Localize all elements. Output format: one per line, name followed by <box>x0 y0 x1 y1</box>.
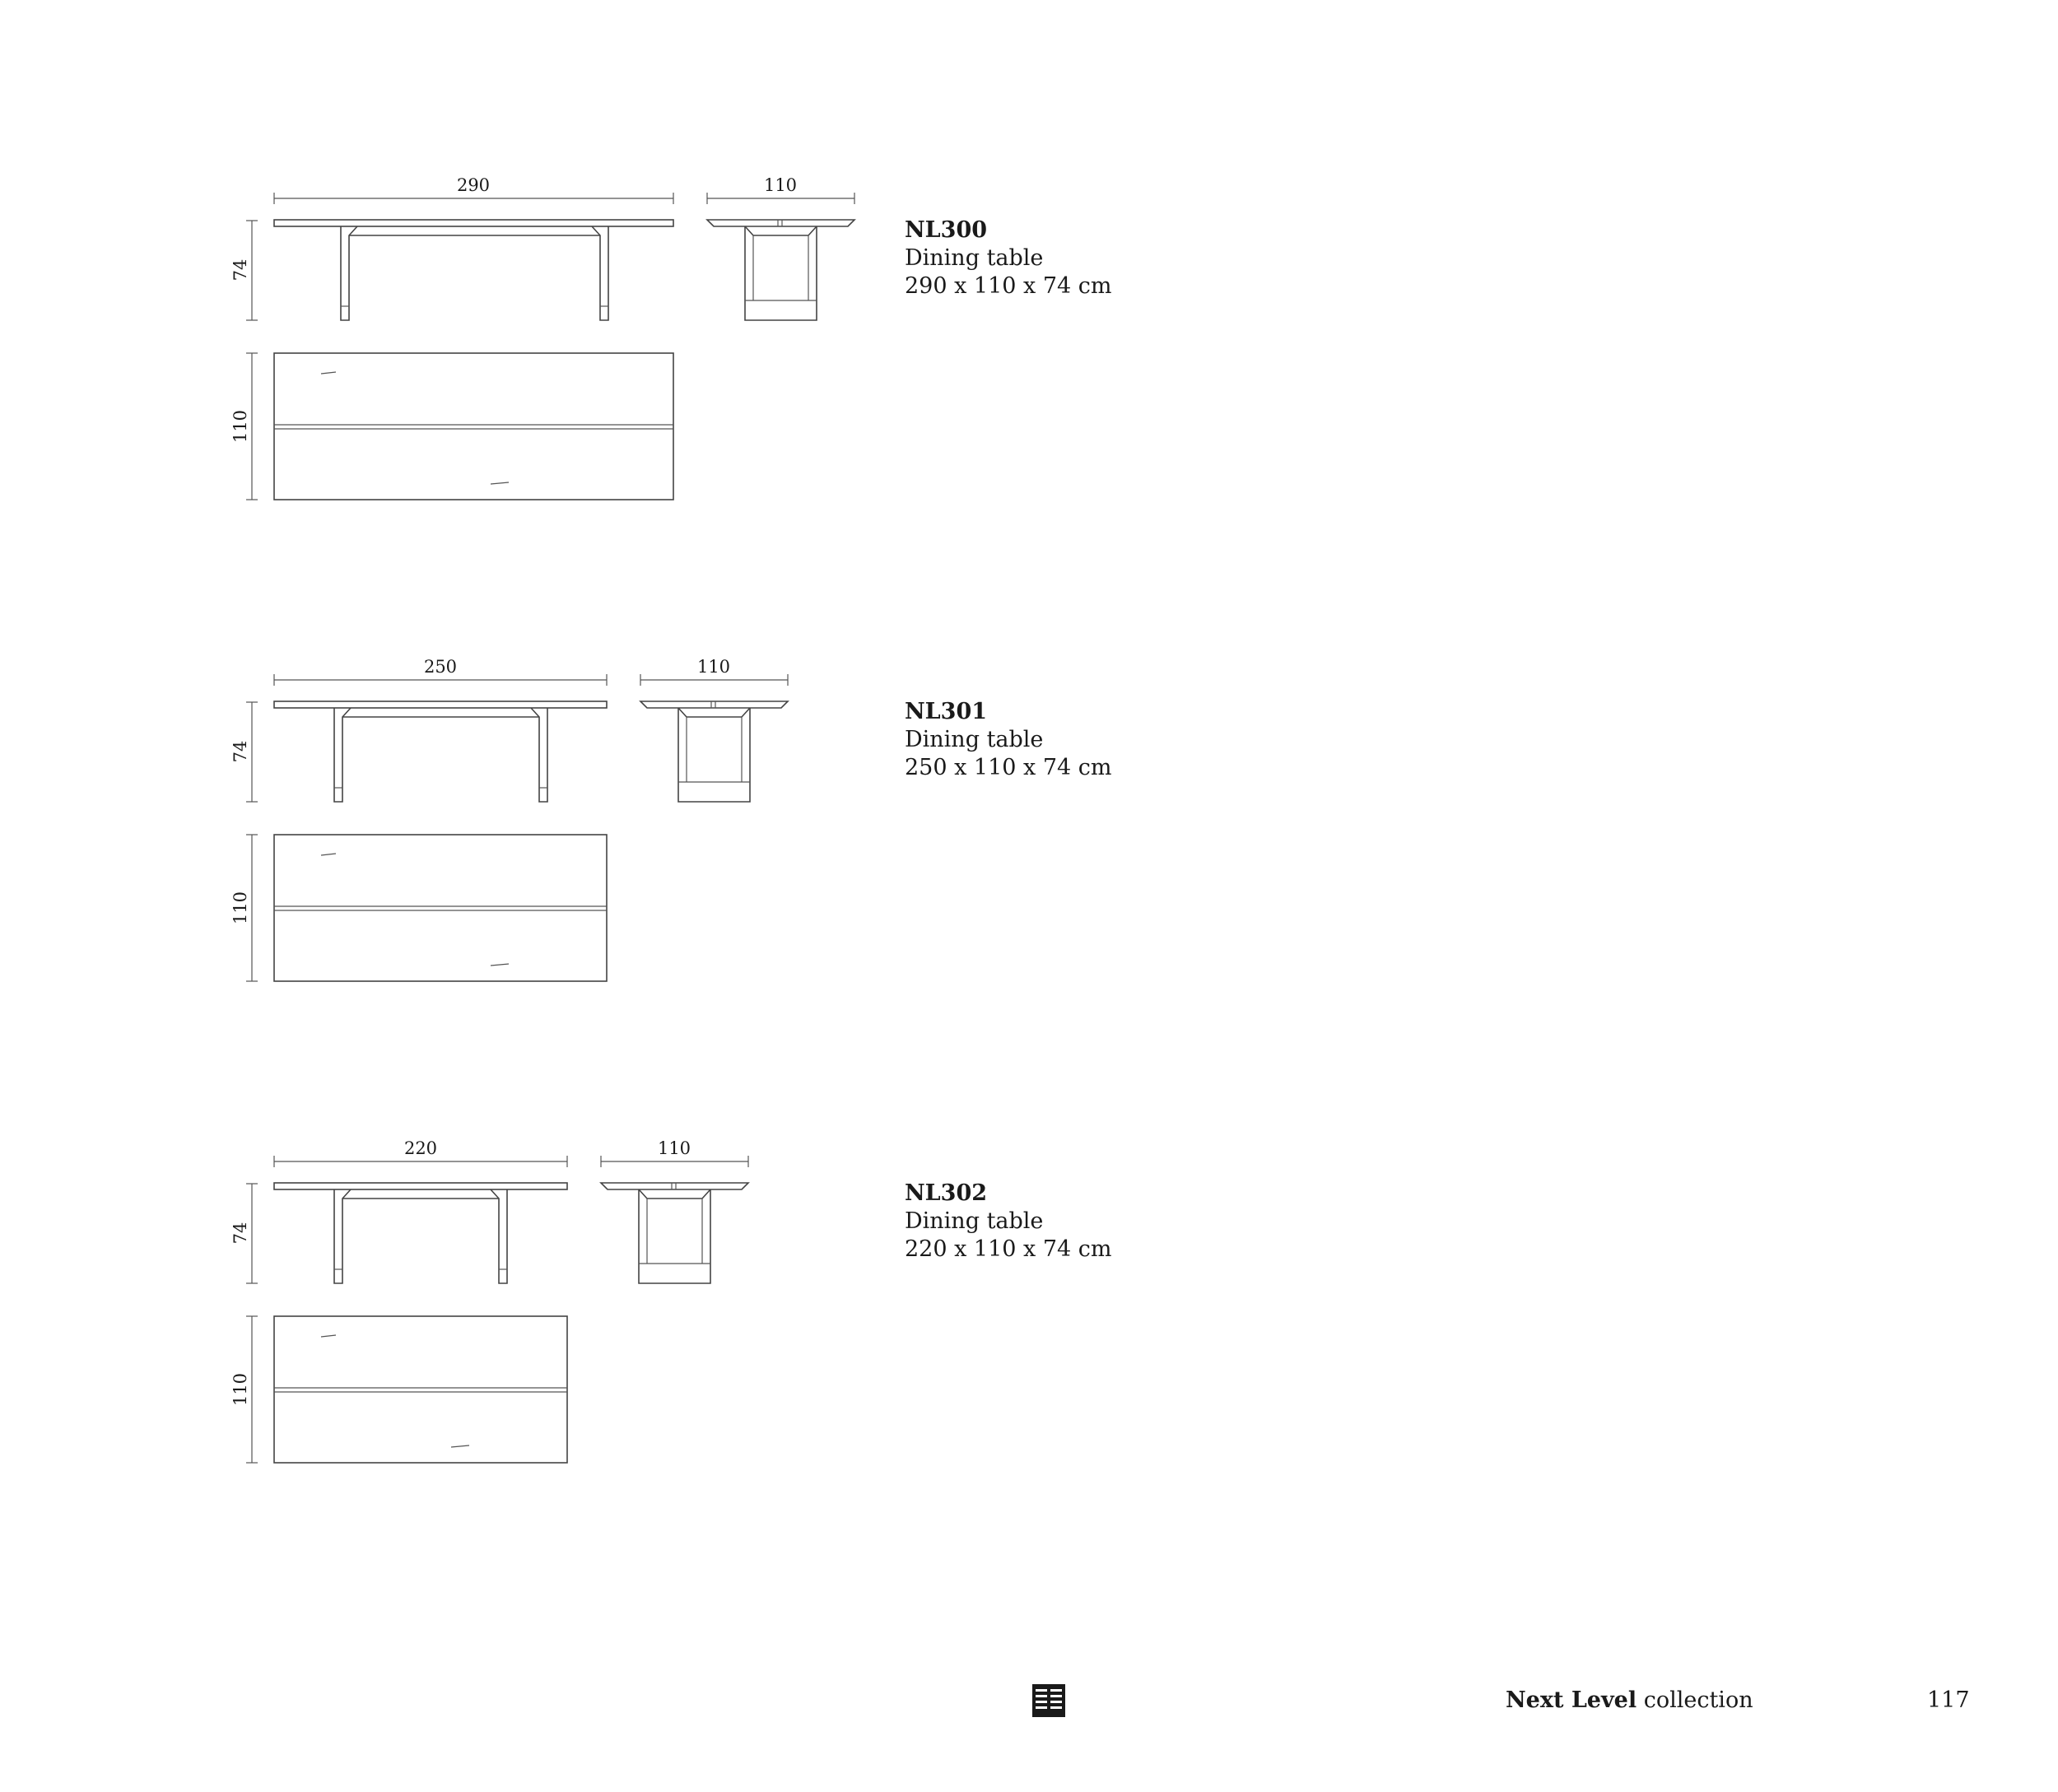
product-size: 250 x 110 x 74 cm <box>905 755 1112 780</box>
dim-length-label: 250 <box>423 657 458 677</box>
product-nl302 <box>0 963 2058 1449</box>
collection-suffix: collection <box>1637 1687 1753 1713</box>
product-description: Dining table <box>905 727 1044 752</box>
collection-name: Next Level <box>1506 1687 1637 1713</box>
product-code: NL300 <box>905 217 988 243</box>
product-nl300 <box>0 0 2058 486</box>
dim-width-label: 110 <box>657 1138 691 1158</box>
product-info <box>905 698 1112 782</box>
page-number: 117 <box>1927 1687 1970 1713</box>
product-size: 220 x 110 x 74 cm <box>905 1236 1112 1262</box>
brand-logo-icon <box>1032 1684 1065 1717</box>
product-nl301 <box>0 482 2058 967</box>
dim-length-label: 290 <box>456 175 491 195</box>
dim-length-label: 220 <box>403 1138 438 1158</box>
dim-width-label: 110 <box>763 175 798 195</box>
product-description: Dining table <box>905 1208 1044 1234</box>
product-description: Dining table <box>905 245 1044 271</box>
dim-height-label: 74 <box>230 258 250 282</box>
dim-depth-label: 110 <box>230 891 250 925</box>
product-code: NL301 <box>905 699 988 724</box>
dim-depth-label: 110 <box>230 409 250 444</box>
footer-collection <box>1506 1687 1753 1713</box>
product-info <box>905 216 1112 300</box>
dim-height-label: 74 <box>230 1222 250 1245</box>
dim-height-label: 74 <box>230 740 250 763</box>
dim-width-label: 110 <box>696 657 731 677</box>
product-size: 290 x 110 x 74 cm <box>905 273 1112 299</box>
product-code: NL302 <box>905 1180 988 1206</box>
dim-depth-label: 110 <box>230 1372 250 1407</box>
product-info <box>905 1180 1112 1264</box>
